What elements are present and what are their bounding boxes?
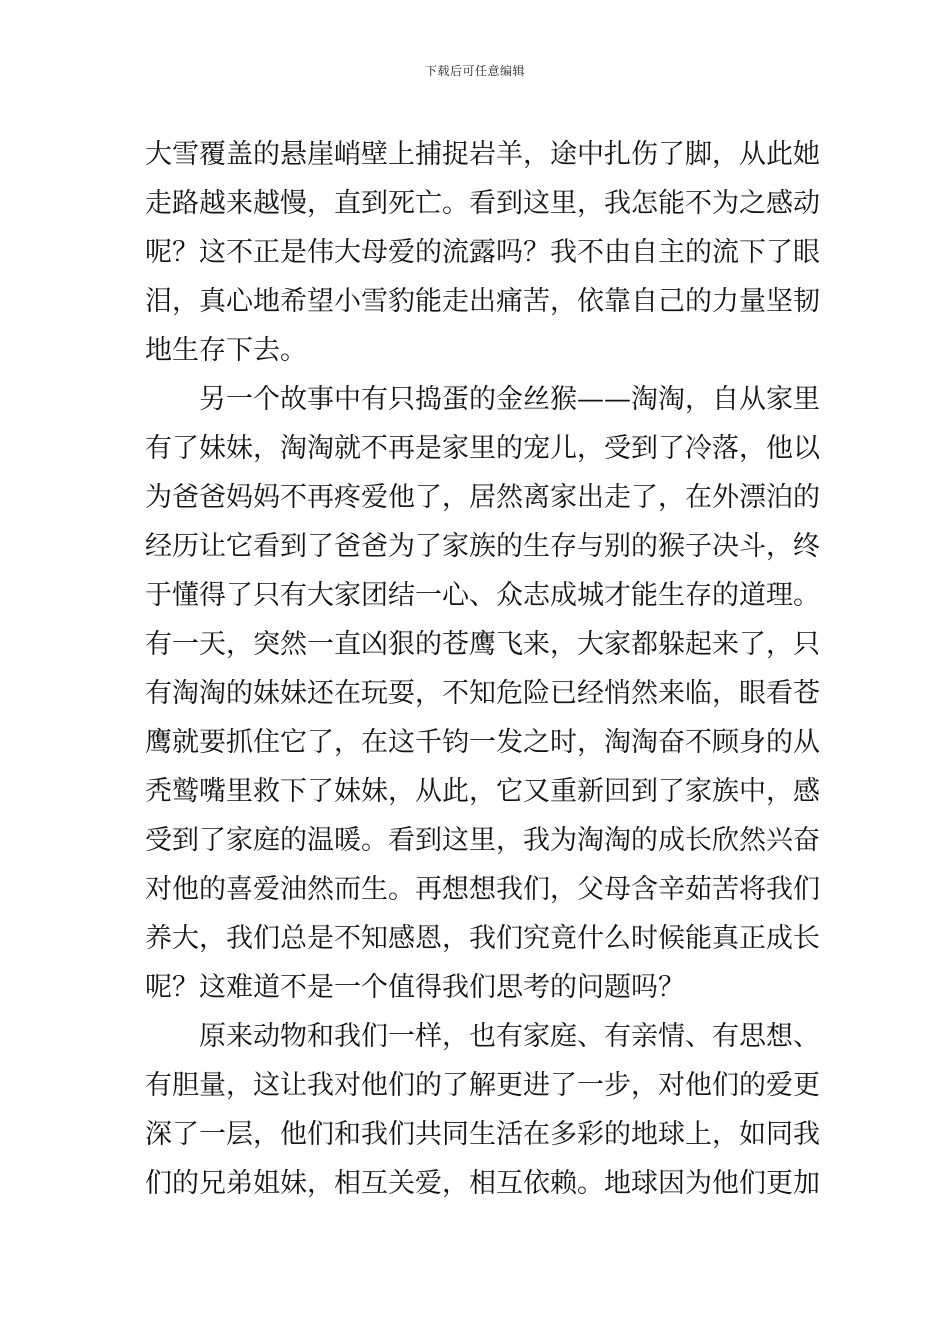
text-line: 养大，我们总是不知感恩，我们究竟什么时候能真正成长 [145,923,820,954]
text-line: 受到了家庭的温暖。看到这里，我为淘淘的成长欣然兴奋 [145,825,820,856]
text-line: 有了妹妹，淘淘就不再是家里的宠儿，受到了冷落，他以 [145,433,820,464]
text-line: 地生存下去。 [145,335,307,366]
body-text [145,130,820,1208]
text-line: 呢？这难道不是一个值得我们思考的问题吗？ [145,972,685,1003]
text-line: 泪，真心地希望小雪豹能走出痛苦，依靠自己的力量坚韧 [145,286,820,317]
text-line: 有淘淘的妹妹还在玩耍，不知危险已经悄然来临，眼看苍 [145,678,820,709]
text-line: 呢？这不正是伟大母爱的流露吗？我不由自主的流下了眼 [145,237,820,268]
text-line: 走路越来越慢，直到死亡。看到这里，我怎能不为之感动 [145,188,820,219]
text-line: 有胆量，这让我对他们的了解更进了一步，对他们的爱更 [145,1070,820,1101]
page-header: 下载后可任意编辑 [424,64,525,78]
text-line: 另一个故事中有只捣蛋的金丝猴——淘淘，自从家里 [199,384,820,415]
text-line: 于懂得了只有大家团结一心、众志成城才能生存的道理。 [145,580,820,611]
text-line: 有一天，突然一直凶狠的苍鹰飞来，大家都躲起来了，只 [145,629,820,660]
text-line: 为爸爸妈妈不再疼爱他了，居然离家出走了，在外漂泊的 [145,482,820,513]
text-line: 对他的喜爱油然而生。再想想我们，父母含辛茹苦将我们 [145,874,820,905]
text-line: 大雪覆盖的悬崖峭壁上捕捉岩羊，途中扎伤了脚，从此她 [145,139,820,170]
text-line: 鹰就要抓住它了，在这千钧一发之时，淘淘奋不顾身的从 [145,727,820,758]
text-line: 深了一层，他们和我们共同生活在多彩的地球上，如同我 [145,1119,820,1150]
text-line: 经历让它看到了爸爸为了家族的生存与别的猴子决斗，终 [145,531,820,562]
text-line: 原来动物和我们一样，也有家庭、有亲情、有思想、 [199,1021,820,1052]
text-line: 秃鹫嘴里救下了妹妹，从此，它又重新回到了家族中，感 [145,776,820,807]
text-line: 们的兄弟姐妹，相互关爱，相互依赖。地球因为他们更加 [145,1168,820,1199]
